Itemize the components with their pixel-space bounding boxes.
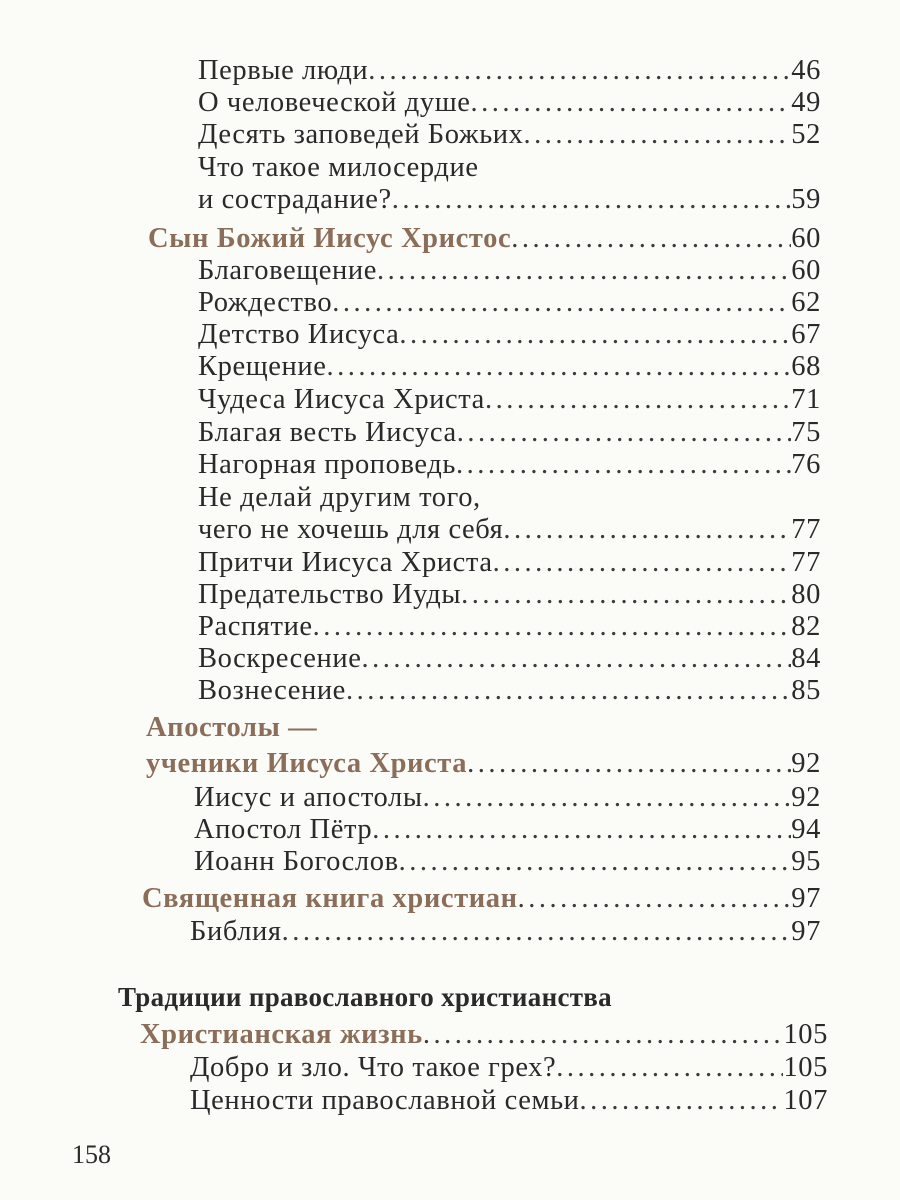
part-heading: Традиции православного христианства — [118, 982, 612, 1012]
toc-leader — [511, 222, 791, 256]
toc-entry — [198, 286, 821, 320]
toc-entry-title: Предательство Иуды — [198, 579, 462, 610]
toc-leader — [423, 1018, 784, 1052]
page-number: 158 — [72, 1140, 111, 1169]
toc-section-page: 97 — [791, 883, 821, 914]
toc-leader — [346, 674, 791, 708]
toc-entry-title: Библия — [190, 916, 282, 947]
toc-leader — [556, 1051, 783, 1085]
toc-leader — [423, 781, 792, 815]
toc-entry — [198, 513, 821, 547]
toc-entry-page: 60 — [791, 255, 821, 286]
toc-entry — [198, 350, 821, 384]
toc-entry — [198, 86, 821, 120]
toc-leader — [485, 383, 791, 417]
toc-entry-title: Рождество — [198, 287, 333, 318]
toc-section-title: Христианская жизнь — [140, 1019, 423, 1050]
toc-entry — [198, 383, 821, 417]
toc-entry-title: чего не хочешь для себя — [198, 514, 504, 545]
toc-entry-page: 49 — [791, 87, 821, 118]
toc-entry — [198, 54, 821, 88]
toc-leader — [471, 86, 792, 120]
toc-entry-title: Апостол Пётр — [194, 814, 373, 845]
toc-entry-title: Десять заповедей Божьих — [198, 119, 524, 150]
toc-entry-title-line: Что такое милосердие — [198, 152, 479, 183]
toc-leader — [361, 642, 791, 676]
toc-leader — [580, 1084, 784, 1118]
toc-entry-title: Вознесение — [198, 675, 346, 706]
toc-entry-page: 77 — [791, 547, 821, 578]
toc-entry-page: 67 — [791, 319, 821, 350]
toc-leader — [399, 845, 792, 879]
toc-section-title-line: Апостолы — — [146, 712, 318, 743]
toc-entry-page: 68 — [791, 351, 821, 382]
toc-entry-page: 59 — [791, 184, 821, 215]
toc-leader — [493, 546, 792, 580]
toc-leader — [332, 286, 791, 320]
toc-entry-page: 105 — [783, 1052, 828, 1083]
toc-leader — [368, 54, 791, 88]
toc-leader — [392, 183, 792, 217]
toc-entry — [198, 183, 821, 217]
toc-leader — [456, 448, 791, 482]
toc-section — [140, 1018, 828, 1052]
toc-section — [148, 222, 821, 256]
toc-entry-page: 80 — [791, 579, 821, 610]
toc-entry — [198, 674, 821, 708]
toc-entry-title: Чудеса Иисуса Христа — [198, 384, 485, 415]
toc-entry-page: 107 — [783, 1085, 828, 1116]
toc-section — [146, 747, 821, 781]
toc-entry-page: 52 — [791, 119, 821, 150]
toc-entry-title: Детство Иисуса — [198, 319, 400, 350]
toc-entry-title: Иисус и апостолы — [194, 782, 423, 813]
toc-entry-page: 76 — [791, 449, 821, 480]
toc-entry-title-line: Не делай другим того, — [198, 482, 481, 513]
toc-entry — [198, 642, 821, 676]
toc-section — [142, 882, 821, 916]
toc-entry-title: Ценности православной семьи — [190, 1085, 580, 1116]
toc-section-title: Сын Божий Иисус Христос — [148, 223, 512, 254]
toc-entry-page: 84 — [791, 643, 821, 674]
toc-entry — [198, 118, 821, 152]
toc-entry-page: 46 — [791, 55, 821, 86]
toc-entry-title: Распятие — [198, 611, 313, 642]
toc-entry — [198, 318, 821, 352]
toc-entry-title: Добро и зло. Что такое грех? — [190, 1052, 557, 1083]
toc-entry-title: О человеческой душе — [198, 87, 471, 118]
toc-entry-page: 82 — [791, 611, 821, 642]
toc-leader — [372, 813, 791, 847]
toc-leader — [503, 513, 791, 547]
toc-section-title: Священная книга христиан — [142, 883, 518, 914]
toc-section-page: 60 — [791, 223, 821, 254]
toc-leader — [282, 915, 792, 949]
toc-entry-page: 75 — [791, 417, 821, 448]
toc-entry — [198, 254, 821, 288]
toc-leader — [524, 118, 792, 152]
toc-entry — [198, 610, 821, 644]
toc-entry — [190, 1084, 828, 1118]
toc-leader — [326, 350, 791, 384]
toc-leader — [461, 578, 791, 612]
toc-entry-title: Притчи Иисуса Христа — [198, 547, 493, 578]
toc-entry-page: 95 — [791, 846, 821, 877]
toc-entry-title: Крещение — [198, 351, 327, 382]
toc-section-title: ученики Иисуса Христа — [146, 748, 468, 779]
toc-entry-title: Иоанн Богослов — [194, 846, 399, 877]
toc-entry-title: Воскресение — [198, 643, 362, 674]
toc-section-page: 92 — [791, 748, 821, 779]
toc-entry-page: 92 — [791, 782, 821, 813]
toc-entry — [198, 448, 821, 482]
toc-entry — [194, 781, 821, 815]
toc-entry-title: Нагорная проповедь — [198, 449, 456, 480]
toc-entry — [194, 845, 821, 879]
toc-section-page: 105 — [783, 1019, 828, 1050]
toc-entry-title: Благовещение — [198, 255, 377, 286]
toc-entry-title: Благая весть Иисуса — [198, 417, 457, 448]
toc-entry — [190, 1051, 828, 1085]
toc-entry — [194, 813, 821, 847]
toc-leader — [457, 416, 792, 450]
toc-entry-page: 94 — [791, 814, 821, 845]
toc-leader — [377, 254, 791, 288]
toc-entry — [198, 416, 821, 450]
toc-entry-title: Первые люди — [198, 55, 369, 86]
toc-entry — [190, 915, 821, 949]
toc-entry-page: 62 — [791, 287, 821, 318]
toc-entry-page: 85 — [791, 675, 821, 706]
toc-entry-page: 97 — [791, 916, 821, 947]
toc-leader — [518, 882, 792, 916]
toc-entry-title: и сострадание? — [198, 184, 392, 215]
toc-entry — [198, 578, 821, 612]
toc-leader — [467, 747, 791, 781]
toc-leader — [313, 610, 792, 644]
toc-entry-page: 71 — [791, 384, 821, 415]
toc-entry — [198, 546, 821, 580]
toc-leader — [399, 318, 791, 352]
toc-entry-page: 77 — [791, 514, 821, 545]
